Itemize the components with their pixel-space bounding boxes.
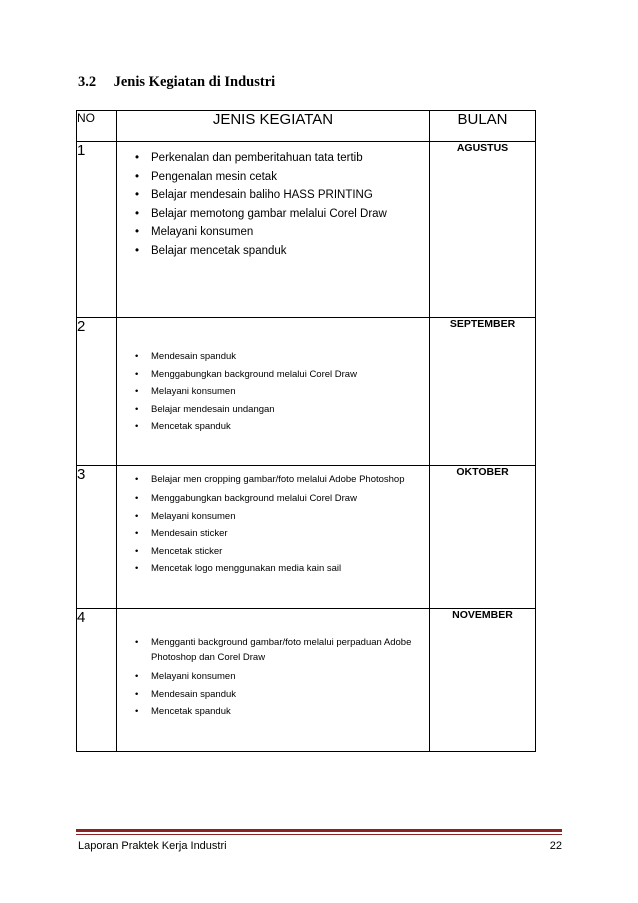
section-title: Jenis Kegiatan di Industri [113, 74, 276, 90]
activity-item: • Perkenalan dan pemberitahuan tata tertib [151, 149, 429, 168]
footer-divider [76, 829, 562, 832]
activity-cell [117, 609, 430, 752]
activity-item: • Menggabungkan background melalui Corel Draw [151, 490, 429, 508]
activity-list [117, 142, 429, 260]
activity-item: • Pengenalan mesin cetak [151, 168, 429, 187]
month-cell: SEPTEMBER [430, 318, 536, 466]
row-number: 3 [77, 466, 117, 609]
activity-item: • Belajar mencetak spanduk [151, 242, 429, 261]
activity-list [117, 609, 429, 721]
activity-item: • Melayani konsumen [151, 383, 429, 401]
activity-item: • Mendesain sticker [151, 525, 429, 543]
month-cell: AGUSTUS [430, 142, 536, 318]
activity-cell [117, 142, 430, 318]
activities-table [76, 110, 536, 752]
activity-item: • Melayani konsumen [151, 668, 429, 686]
activity-item: • Melayani konsumen [151, 508, 429, 526]
month-cell: OKTOBER [430, 466, 536, 609]
activity-list [117, 466, 429, 578]
table-row [77, 318, 536, 466]
activity-item: • Mengganti background gambar/foto melalui perpaduan Adobe Photoshop dan Corel Draw [151, 635, 429, 668]
activity-item: • Mencetak spanduk [151, 418, 429, 436]
section-number: 3.2 [78, 74, 97, 90]
activity-item: • Menggabungkan background melalui Corel Draw [151, 366, 429, 384]
activity-item: • Belajar men cropping gambar/foto melalui Adobe Photoshop [151, 472, 429, 490]
activity-list [117, 318, 429, 436]
activity-cell [117, 466, 430, 609]
header-no: NO [77, 111, 117, 142]
header-activity: JENIS KEGIATAN [117, 111, 430, 142]
row-number: 2 [77, 318, 117, 466]
activity-item: • Mencetak spanduk [151, 703, 429, 721]
activity-item: • Mencetak sticker [151, 543, 429, 561]
activity-item: • Belajar mendesain undangan [151, 401, 429, 419]
footer-title: Laporan Praktek Kerja Industri [78, 840, 227, 852]
row-number: 1 [77, 142, 117, 318]
footer-divider-thin [76, 834, 562, 835]
row-number: 4 [77, 609, 117, 752]
page-number: 22 [549, 840, 562, 852]
activity-item: • Belajar mendesain baliho HASS PRINTING [151, 186, 429, 205]
activity-item: • Mendesain spanduk [151, 686, 429, 704]
table-header-row [77, 111, 536, 142]
activity-item: • Melayani konsumen [151, 223, 429, 242]
table-row [77, 609, 536, 752]
month-cell: NOVEMBER [430, 609, 536, 752]
section-heading [78, 74, 275, 91]
activity-item: • Mendesain spanduk [151, 348, 429, 366]
table-row [77, 466, 536, 609]
activity-cell [117, 318, 430, 466]
activity-item: • Belajar memotong gambar melalui Corel Draw [151, 205, 429, 224]
activity-item: • Mencetak logo menggunakan media kain sail [151, 560, 429, 578]
header-month: BULAN [430, 111, 536, 142]
table-row [77, 142, 536, 318]
